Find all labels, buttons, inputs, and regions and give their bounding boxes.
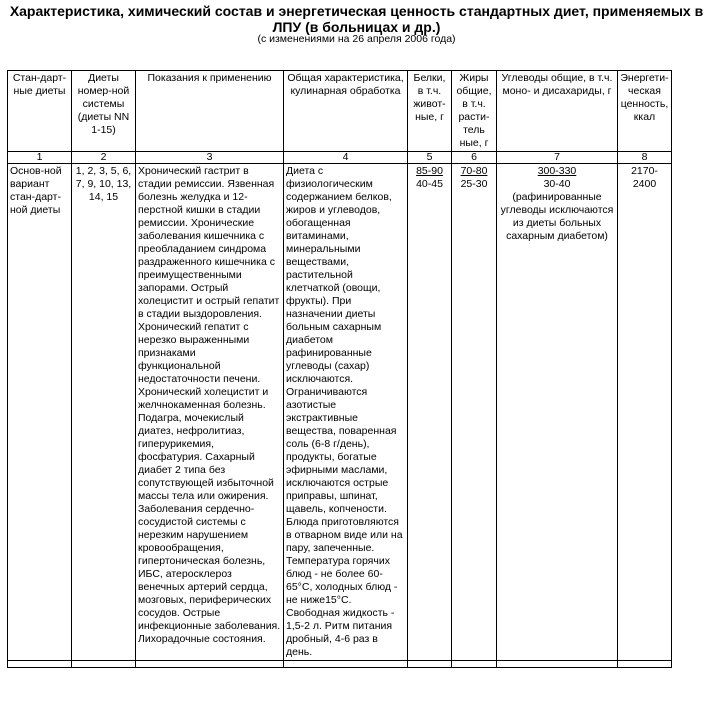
cell-fats [452,164,497,661]
empty-cell [618,661,672,668]
header-numbered-diets: Диеты номер-ной системы (диеты NN 1-15) [72,71,136,152]
header-energy: Энергети-ческая ценность, ккал [618,71,672,152]
header-characteristics: Общая характеристика, кулинарная обработка [284,71,408,152]
indications-metabolic: Подагра, мочекислый диатез, нефролитиаз, гиперурикемия, фосфатурия. Сахарный диабет 2 типа без сопутствующей избыточной массы тела или ожирения. [138,412,274,502]
indications-cardiovascular: Заболевания сердечно-сосудистой системы с нерезким нарушением кровообращения, гипертоническая болезнь, ИБС, атеросклероз венечных артерий сердца, мозговых, периферических сосудов. Острые инфекционные заболевания. Лихорадочные состояния. [138,503,281,645]
protein-total: 85-90 [416,165,443,177]
document-title: Характеристика, химический состав и энергетическая ценность стандартных диет, применяемых в ЛПУ (в больницах и др.) [9,3,704,35]
empty-cell [136,661,284,668]
cell-proteins [408,164,452,661]
empty-cell [284,661,408,668]
column-number: 3 [136,152,284,164]
fat-vegetable: 25-30 [460,178,488,190]
carbs-total: 300-330 [537,165,577,177]
table-row [8,164,672,661]
header-row [8,71,672,152]
carbs-note: (рафинированные углеводы исключаются из диеты больных сахарным диабетом) [500,191,614,242]
header-carbohydrates: Углеводы общие, в т.ч. моно- и дисахариды, г [497,71,618,152]
cell-indications [136,164,284,661]
indications-digestive: Хронический гастрит в стадии ремиссии. Язвенная болезнь желудка и 12-перстной кишки в стадии ремиссии. Хронические заболевания кишечника с преобладанием синдрома раздраженного кишечника с преимущественными запорами. Острый холецистит и острый гепатит в стадии выздоровления. Хронический гепатит с нерезко выраженными признаками функциональной недостаточности печени. Хронический холецистит и желчнокаменная болезнь. [138,165,280,411]
column-number: 2 [72,152,136,164]
diet-table [7,70,672,668]
protein-animal: 40-45 [416,178,443,190]
cell-energy: 2170-2400 [618,164,672,661]
empty-cell [452,661,497,668]
table-row-partial [8,661,672,668]
column-number: 8 [618,152,672,164]
header-fats: Жиры общие, в т.ч. расти-тель ные, г [452,71,497,152]
column-number: 1 [8,152,72,164]
cell-characteristics: Диета с физиологическим содержанием белков, жиров и углеводов, обогащенная витаминами, минеральными веществами, растительной клетчаткой (овощи, фрукты). При назначении диеты больным сахарным диабетом рафинированные углеводы (сахар) исключаются. Ограничиваются азотистые экстрактивные вещества, поваренная соль (6-8 г/день), продукты, богатые эфирными маслами, исключаются острые приправы, шпинат, щавель, копчености. Блюда приготовляются в отварном виде или на пару, запеченные. Температура горячих блюд - не более 60-65°С, холодных блюд - не ниже15°С. Свободная жидкость - 1,5-2 л. Ритм питания дробный, 4-6 раз в день. [284,164,408,661]
empty-cell [497,661,618,668]
column-number: 7 [497,152,618,164]
empty-cell [8,661,72,668]
cell-numbered-diets: 1, 2, 3, 5, 6, 7, 9, 10, 13, 14, 15 [72,164,136,661]
fat-total: 70-80 [460,165,488,177]
header-standard-diets: Стан-дарт-ные диеты [8,71,72,152]
cell-standard-diet: Основ-ной вариант стан-дарт-ной диеты [8,164,72,661]
column-number: 4 [284,152,408,164]
header-indications: Показания к применению [136,71,284,152]
cell-carbohydrates [497,164,618,661]
empty-cell [408,661,452,668]
column-number: 6 [452,152,497,164]
carbs-mono: 30-40 [543,178,571,190]
column-number: 5 [408,152,452,164]
empty-cell [72,661,136,668]
header-proteins: Белки, в т.ч. живот-ные, г [408,71,452,152]
column-number-row [8,152,672,164]
document-subtitle: (с изменениями на 26 апреля 2006 года) [257,33,456,45]
